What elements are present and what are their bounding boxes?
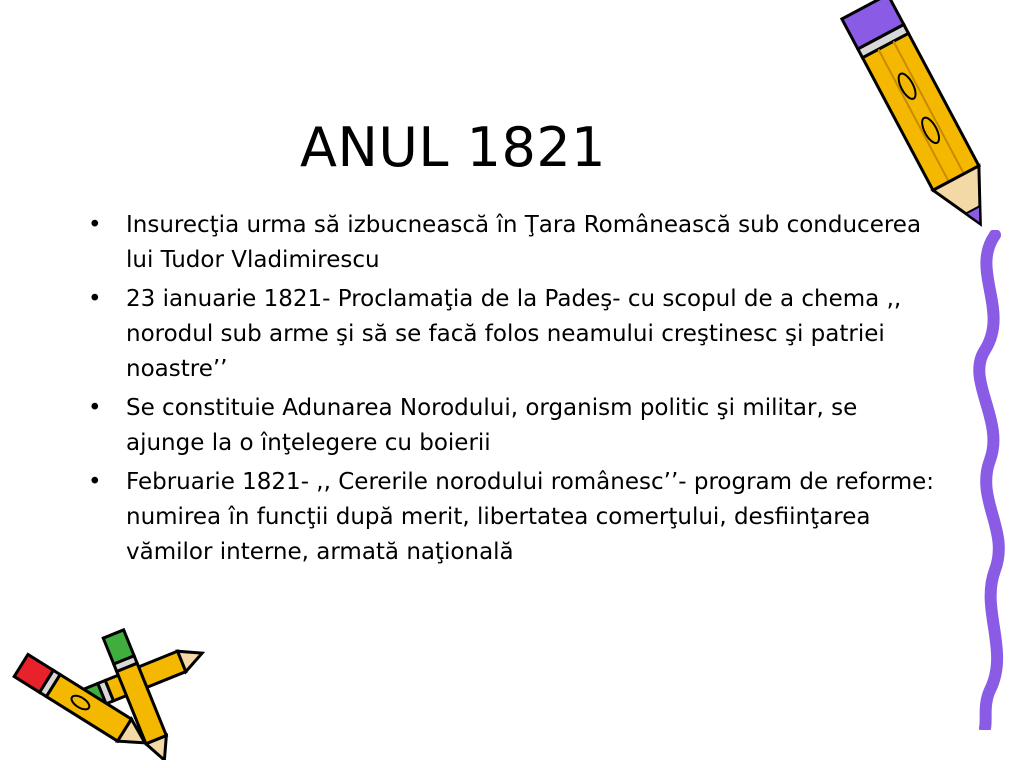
bullet-marker: • [88,212,102,238]
bullet-marker: • [88,395,102,421]
bullet-marker: • [88,286,102,312]
bullet-item [88,391,938,461]
slide-title: ANUL 1821 [300,116,607,179]
bullet-item [88,208,938,278]
bullet-marker: • [88,469,102,495]
wiggly-line-decoration [955,230,1024,730]
bullet-text: Insurecţia urma să izbucnească în Ţara Românească sub conducerea lui Tudor Vladimirescu [126,212,922,273]
bullet-text: Se constituie Adunarea Norodului, organism politic şi militar, se ajunge la o înţelegere cu boierii [126,395,858,456]
pencil-icon-top-right [840,0,1020,250]
bullet-item [88,465,938,570]
bullet-list [88,208,938,574]
bullet-text: Februarie 1821- ,, Cererile norodului românesc’’- program de reforme: numirea în funcţii după merit, libertatea comerţului, desfiinţarea vămilor interne, armată naţională [126,469,935,565]
bullet-item [88,282,938,387]
pencil-icon-bottom-left-red [0,650,160,765]
bullet-text: 23 ianuarie 1821- Proclamaţia de la Padeş- cu scopul de a chema ,, norodul sub arme şi să se facă folos neamului creştinesc şi patriei noastre’’ [126,286,902,382]
